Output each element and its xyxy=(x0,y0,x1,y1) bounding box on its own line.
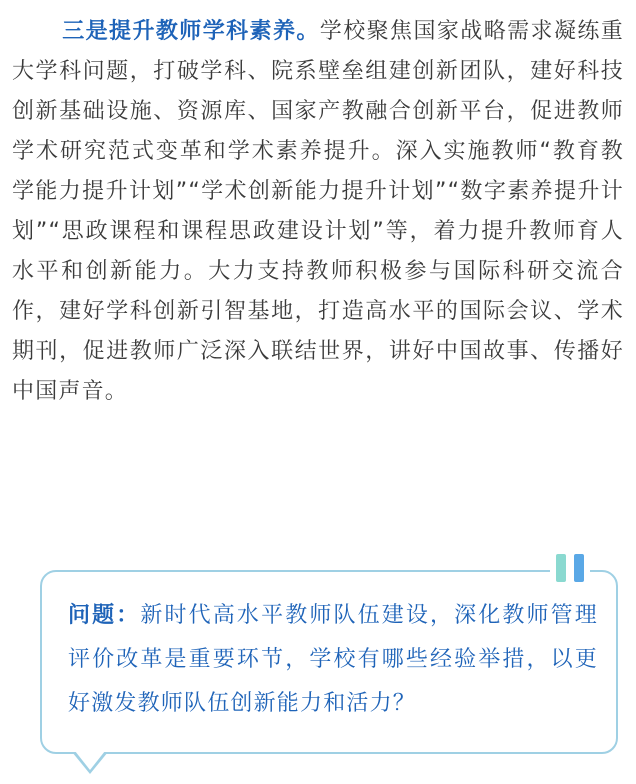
article-body: 学校聚焦国家战略需求凝练重大学科问题，打破学科、院系壁垒组建创新团队，建好科技创新基础设施、资源库、国家产教融合创新平台，促进教师学术研究范式变革和学术素养提升。深入实施教师“教育教学能力提升计划”“学术创新能力提升计划”“数字素养提升计划”“思政课程和课程思政建设计划”等，着力提升教师育人水平和创新能力。大力支持教师积极参与国际科研交流合作，建好学科创新引智基地，打造高水平的国际会议、学术期刊，促进教师广泛深入联结世界，讲好中国故事、传播好中国声音。 xyxy=(12,19,624,404)
question-label: 问题： xyxy=(68,603,141,628)
question-box xyxy=(40,570,618,754)
quote-marks-icon xyxy=(550,554,590,582)
quote-mark-teal xyxy=(556,554,566,582)
speech-tail-inner xyxy=(75,751,105,770)
quote-mark-blue xyxy=(574,554,584,582)
question-text-block xyxy=(68,594,598,726)
section-lead: 三是提升教师学科素养。 xyxy=(62,19,320,44)
question-text: 新时代高水平教师队伍建设，深化教师管理评价改革是重要环节，学校有哪些经验举措，以更好激发教师队伍创新能力和活力？ xyxy=(68,603,598,716)
article-paragraph xyxy=(12,0,624,412)
